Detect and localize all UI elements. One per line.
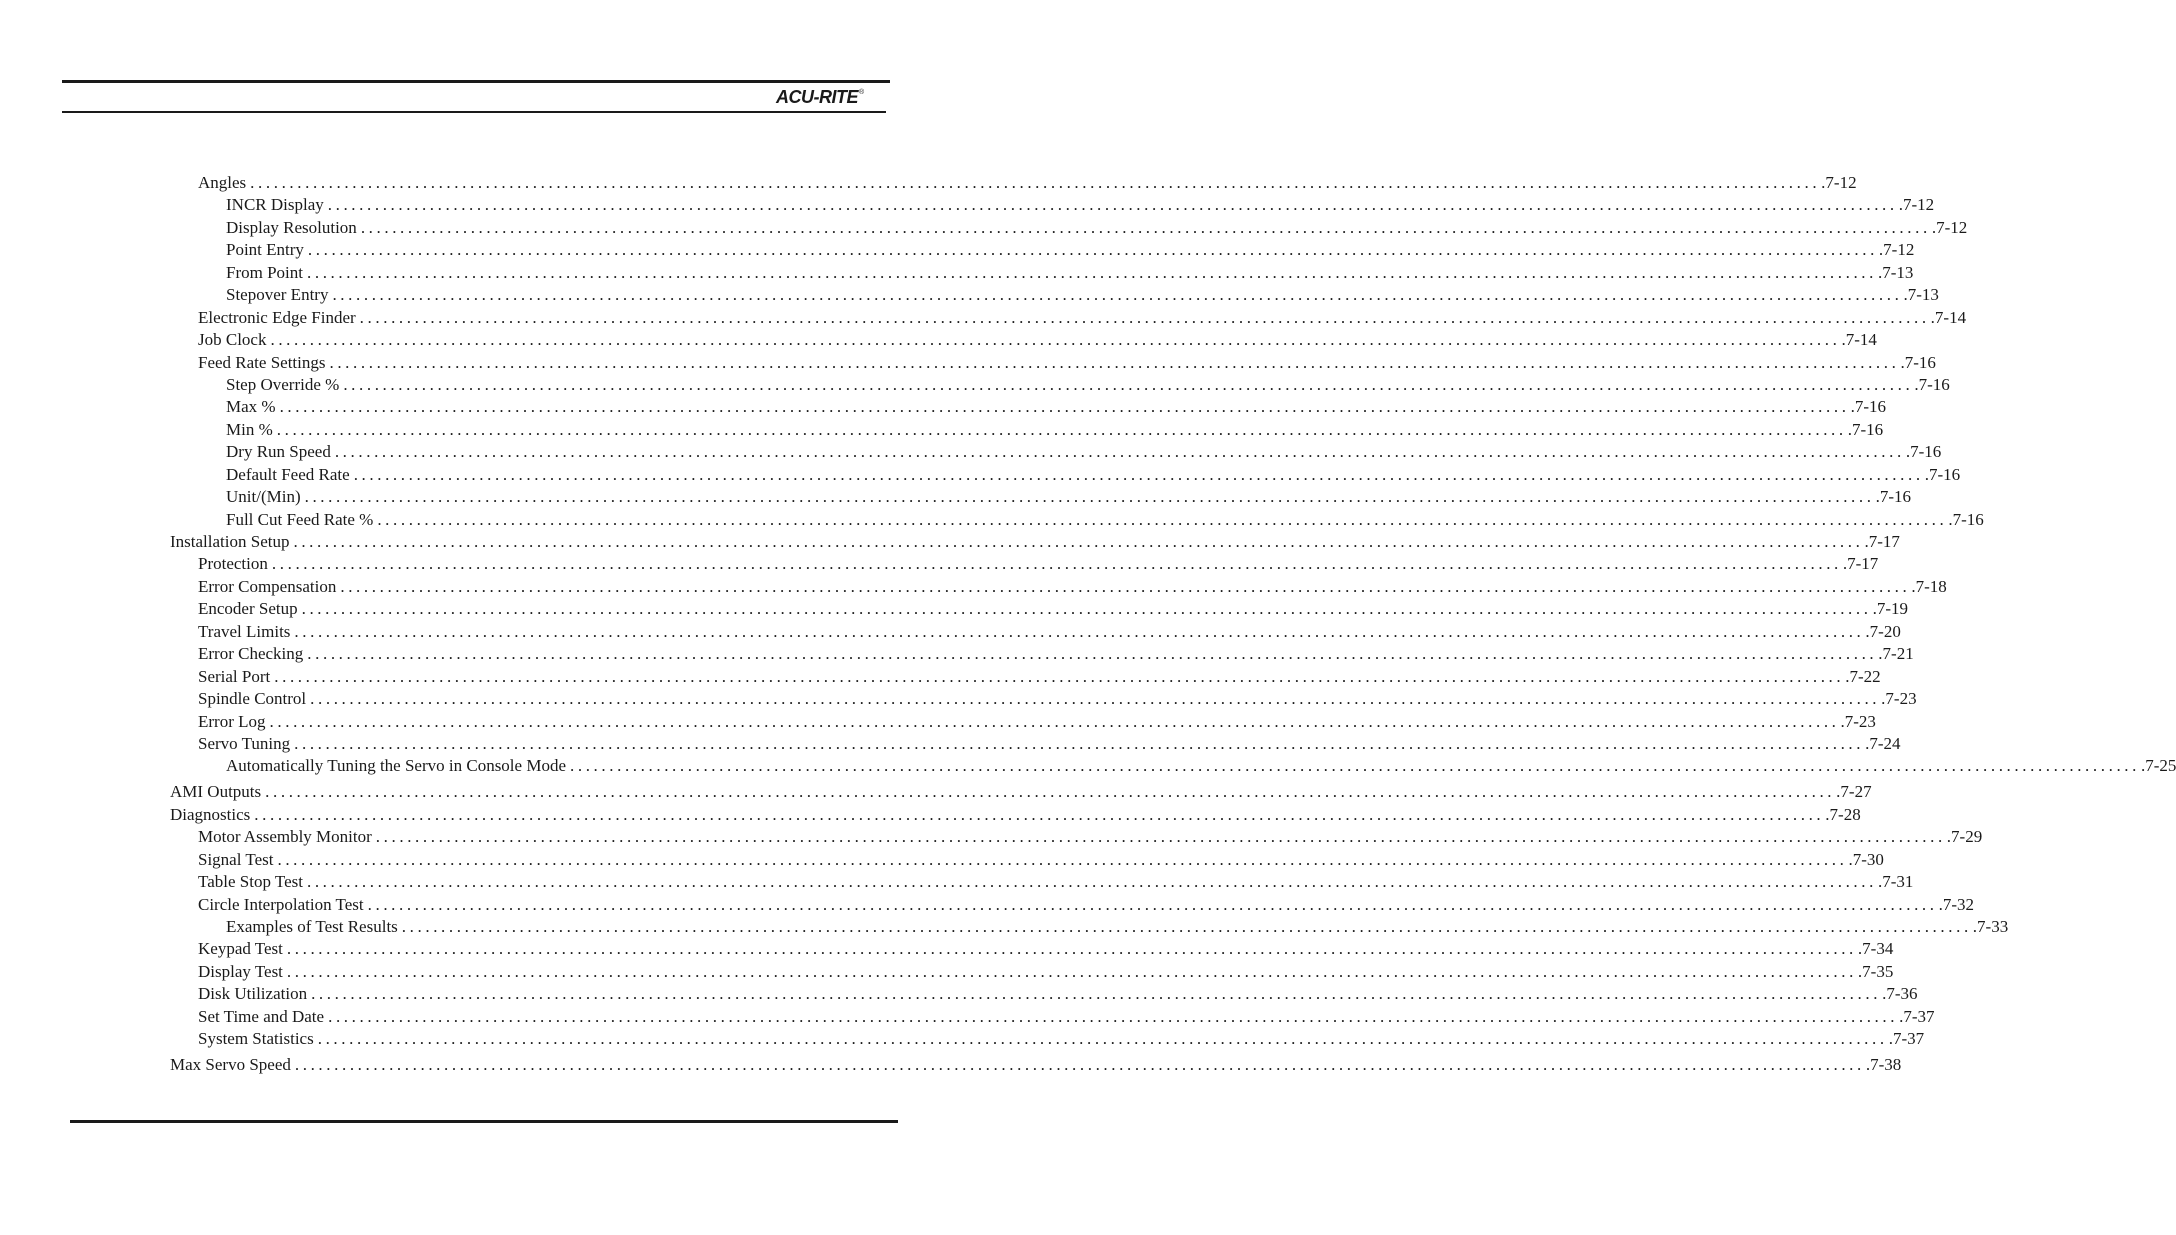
toc-entry-page: .7-16: [1948, 509, 1984, 529]
toc-entry-page: .7-27: [1836, 782, 1872, 802]
toc-entry[interactable]: [0, 194, 1935, 216]
toc-entry-label: Disk Utilization: [198, 983, 311, 1005]
toc-entry[interactable]: [0, 262, 1914, 284]
toc-entry-page: .7-32: [1938, 894, 1975, 914]
toc-entry[interactable]: [0, 172, 1857, 194]
toc-entry-label: AMI Outputs: [170, 781, 265, 803]
toc-entry-label: Travel Limits: [198, 621, 294, 643]
toc-entry-page: .7-18: [1911, 576, 1947, 596]
toc-leader-dots: ........................................................................................................................................................................................................: [254, 804, 1825, 824]
toc-leader-dots: ........................................................................................................................................................................................................: [307, 262, 1877, 282]
toc-entry[interactable]: [0, 1028, 1925, 1050]
toc-entry-page: .7-37: [1888, 1029, 1925, 1049]
toc-entry-page: .7-28: [1825, 804, 1861, 824]
toc-entry-page: .7-24: [1865, 733, 1901, 753]
toc-entry[interactable]: [0, 486, 1912, 508]
toc-leader-dots: ........................................................................................................................................................................................................: [304, 487, 1875, 507]
toc-entry-label: Dry Run Speed: [226, 441, 335, 463]
toc-entry-label: Table Stop Test: [198, 871, 307, 893]
registered-mark: ®: [859, 89, 864, 96]
toc-leader-dots: ........................................................................................................................................................................................................: [340, 576, 1911, 596]
toc-entry-page: .7-16: [1875, 487, 1912, 507]
acu-rite-logo: [776, 87, 864, 109]
table-of-contents: [0, 172, 2176, 1077]
toc-leader-dots: ........................................................................................................................................................................................................: [294, 621, 1865, 641]
toc-entry[interactable]: [0, 804, 1861, 826]
toc-entry-label: Installation Setup: [170, 531, 293, 553]
toc-entry-page: .7-21: [1878, 644, 1914, 664]
toc-entry-label: Step Override %: [226, 374, 343, 396]
toc-entry[interactable]: [0, 849, 1884, 871]
toc-entry[interactable]: [0, 961, 1894, 983]
toc-leader-dots: ........................................................................................................................................................................................................: [334, 442, 1905, 462]
toc-leader-dots: ........................................................................................................................................................................................................: [269, 711, 1840, 731]
toc-entry-page: .7-33: [1972, 916, 2009, 936]
toc-leader-dots: ........................................................................................................................................................................................................: [327, 195, 1898, 215]
toc-entry-label: Electronic Edge Finder: [198, 307, 360, 329]
toc-entry-label: Servo Tuning: [198, 733, 294, 755]
toc-entry-label: Display Test: [198, 961, 287, 983]
toc-entry[interactable]: [0, 284, 1939, 306]
toc-leader-dots: ........................................................................................................................................................................................................: [286, 961, 1857, 981]
toc-entry[interactable]: [0, 755, 2176, 777]
toc-leader-dots: ........................................................................................................................................................................................................: [328, 1006, 1899, 1026]
toc-leader-dots: ........................................................................................................................................................................................................: [307, 644, 1878, 664]
toc-leader-dots: ........................................................................................................................................................................................................: [570, 756, 2140, 776]
toc-leader-dots: ........................................................................................................................................................................................................: [306, 872, 1877, 892]
toc-entry[interactable]: [0, 217, 1968, 239]
toc-entry[interactable]: [0, 781, 1872, 803]
toc-entry-label: Default Feed Rate: [226, 464, 354, 486]
toc-entry-page: .7-16: [1900, 352, 1936, 372]
toc-leader-dots: ........................................................................................................................................................................................................: [359, 307, 1930, 327]
toc-entry[interactable]: [0, 826, 1983, 848]
toc-entry-label: Point Entry: [226, 239, 308, 261]
toc-entry[interactable]: [0, 419, 1884, 441]
toc-entry-label: Max Servo Speed: [170, 1054, 295, 1076]
toc-leader-dots: ........................................................................................................................................................................................................: [294, 1055, 1865, 1075]
toc-leader-dots: ........................................................................................................................................................................................................: [286, 939, 1857, 959]
toc-leader-dots: ........................................................................................................................................................................................................: [250, 173, 1821, 192]
toc-entry-page: .7-23: [1881, 689, 1917, 709]
toc-entry-page: .7-16: [1847, 419, 1884, 439]
toc-entry-label: Automatically Tuning the Servo in Console Mode: [226, 755, 570, 777]
toc-entry-label: System Statistics: [198, 1028, 318, 1050]
toc-entry-page: .7-35: [1857, 961, 1894, 981]
header-rule-top: [62, 80, 890, 83]
toc-entry-label: Display Resolution: [226, 217, 361, 239]
toc-entry-page: .7-36: [1882, 984, 1918, 1004]
toc-entry-page: .7-17: [1842, 554, 1879, 574]
toc-entry[interactable]: [0, 871, 1914, 893]
toc-leader-dots: ........................................................................................................................................................................................................: [332, 285, 1903, 305]
toc-entry-page: .7-13: [1903, 285, 1939, 305]
toc-leader-dots: ........................................................................................................................................................................................................: [274, 666, 1845, 686]
toc-entry[interactable]: [0, 983, 1918, 1005]
toc-entry-label: Error Log: [198, 711, 270, 733]
toc-leader-dots: ........................................................................................................................................................................................................: [343, 374, 1914, 394]
toc-entry-label: From Point: [226, 262, 307, 284]
toc-entry[interactable]: [0, 643, 1914, 665]
toc-leader-dots: ........................................................................................................................................................................................................: [307, 240, 1878, 260]
toc-entry-label: Error Checking: [198, 643, 307, 665]
toc-entry-page: .7-22: [1845, 666, 1881, 686]
toc-entry[interactable]: [0, 894, 1975, 916]
toc-entry[interactable]: [0, 733, 1901, 755]
toc-entry-label: Feed Rate Settings: [198, 352, 329, 374]
toc-leader-dots: ........................................................................................................................................................................................................: [310, 689, 1881, 709]
toc-entry[interactable]: [0, 621, 1901, 643]
toc-entry-label: Stepover Entry: [226, 284, 332, 306]
toc-leader-dots: ........................................................................................................................................................................................................: [353, 464, 1924, 484]
toc-entry-page: .7-16: [1905, 442, 1942, 462]
toc-leader-dots: ........................................................................................................................................................................................................: [294, 733, 1865, 753]
toc-entry[interactable]: [0, 509, 1984, 531]
toc-entry-page: .7-25: [2141, 756, 2176, 776]
toc-leader-dots: ........................................................................................................................................................................................................: [276, 419, 1847, 439]
toc-entry-label: Examples of Test Results: [226, 916, 402, 938]
toc-entry-label: Job Clock: [198, 329, 270, 351]
toc-entry-page: .7-13: [1878, 262, 1914, 282]
toc-entry-page: .7-17: [1864, 532, 1900, 551]
toc-entry-label: Signal Test: [198, 849, 277, 871]
toc-entry-page: .7-14: [1841, 330, 1877, 350]
logo-text: ACU-RITE: [776, 87, 858, 107]
toc-leader-dots: ........................................................................................................................................................................................................: [377, 509, 1948, 529]
toc-entry-page: .7-37: [1899, 1006, 1935, 1026]
toc-leader-dots: ........................................................................................................................................................................................................: [271, 554, 1842, 574]
toc-entry[interactable]: [0, 531, 1900, 553]
toc-entry-page: .7-16: [1850, 397, 1886, 417]
toc-entry-page: .7-12: [1878, 240, 1915, 260]
toc-leader-dots: ........................................................................................................................................................................................................: [401, 916, 1972, 936]
toc-entry-label: Set Time and Date: [198, 1006, 328, 1028]
toc-entry-page: .7-12: [1898, 195, 1935, 215]
toc-entry-label: Full Cut Feed Rate %: [226, 509, 377, 531]
toc-entry-page: .7-34: [1857, 939, 1894, 959]
toc-leader-dots: ........................................................................................................................................................................................................: [293, 532, 1864, 551]
toc-entry-label: Encoder Setup: [198, 598, 302, 620]
toc-entry-page: .7-12: [1821, 173, 1857, 192]
toc-entry[interactable]: [0, 711, 1876, 733]
toc-entry-label: Circle Interpolation Test: [198, 894, 368, 916]
toc-entry-label: Angles: [198, 172, 250, 194]
header-rule-bottom: [62, 111, 886, 113]
toc-leader-dots: ........................................................................................................................................................................................................: [317, 1029, 1888, 1049]
footer-rule: [70, 1120, 898, 1123]
toc-leader-dots: ........................................................................................................................................................................................................: [367, 894, 1938, 914]
toc-entry[interactable]: [0, 329, 1877, 351]
toc-entry-page: .7-29: [1946, 827, 1983, 847]
toc-entry-label: Serial Port: [198, 666, 274, 688]
toc-entry-label: Protection: [198, 553, 272, 575]
toc-entry-label: INCR Display: [226, 194, 328, 216]
toc-leader-dots: ........................................................................................................................................................................................................: [360, 217, 1931, 237]
toc-entry[interactable]: [0, 598, 1909, 620]
toc-entry-page: .7-20: [1865, 621, 1901, 641]
toc-entry-page: .7-14: [1930, 307, 1967, 327]
toc-entry[interactable]: [0, 441, 1942, 463]
toc-entry[interactable]: [0, 352, 1936, 374]
toc-entry[interactable]: [0, 307, 1967, 329]
toc-leader-dots: ........................................................................................................................................................................................................: [311, 984, 1882, 1004]
toc-leader-dots: ........................................................................................................................................................................................................: [375, 827, 1946, 847]
toc-entry[interactable]: [0, 464, 1961, 486]
toc-entry-label: Keypad Test: [198, 938, 287, 960]
toc-entry[interactable]: [0, 916, 2009, 938]
toc-leader-dots: ........................................................................................................................................................................................................: [265, 782, 1836, 802]
toc-entry-page: .7-38: [1865, 1055, 1902, 1075]
toc-entry-page: .7-30: [1848, 849, 1884, 869]
toc-leader-dots: ........................................................................................................................................................................................................: [301, 599, 1872, 619]
toc-entry[interactable]: [0, 688, 1917, 710]
toc-leader-dots: ........................................................................................................................................................................................................: [329, 352, 1900, 372]
toc-entry[interactable]: [0, 576, 1947, 598]
toc-entry-label: Min %: [226, 419, 277, 441]
toc-entry[interactable]: [0, 1054, 1902, 1076]
toc-entry-label: Error Compensation: [198, 576, 340, 598]
toc-entry[interactable]: [0, 1006, 1935, 1028]
toc-entry[interactable]: [0, 553, 1879, 575]
toc-entry-label: Spindle Control: [198, 688, 310, 710]
toc-entry-label: Max %: [226, 396, 280, 418]
toc-entry-label: Motor Assembly Monitor: [198, 826, 376, 848]
toc-entry[interactable]: [0, 666, 1881, 688]
toc-entry-page: .7-16: [1924, 464, 1961, 484]
toc-entry[interactable]: [0, 239, 1915, 261]
toc-entry-label: Unit/(Min): [226, 486, 305, 508]
toc-entry-page: .7-16: [1914, 374, 1950, 394]
toc-leader-dots: ........................................................................................................................................................................................................: [279, 397, 1850, 417]
toc-entry-page: .7-12: [1931, 217, 1968, 237]
toc-leader-dots: ........................................................................................................................................................................................................: [277, 849, 1848, 869]
toc-entry-page: .7-19: [1872, 599, 1909, 619]
toc-leader-dots: ........................................................................................................................................................................................................: [270, 330, 1841, 350]
toc-entry[interactable]: [0, 396, 1886, 418]
toc-entry-page: .7-23: [1840, 711, 1876, 731]
toc-entry[interactable]: [0, 374, 1950, 396]
toc-entry[interactable]: [0, 938, 1894, 960]
toc-entry-label: Diagnostics: [170, 804, 254, 826]
toc-entry-page: .7-31: [1877, 872, 1914, 892]
